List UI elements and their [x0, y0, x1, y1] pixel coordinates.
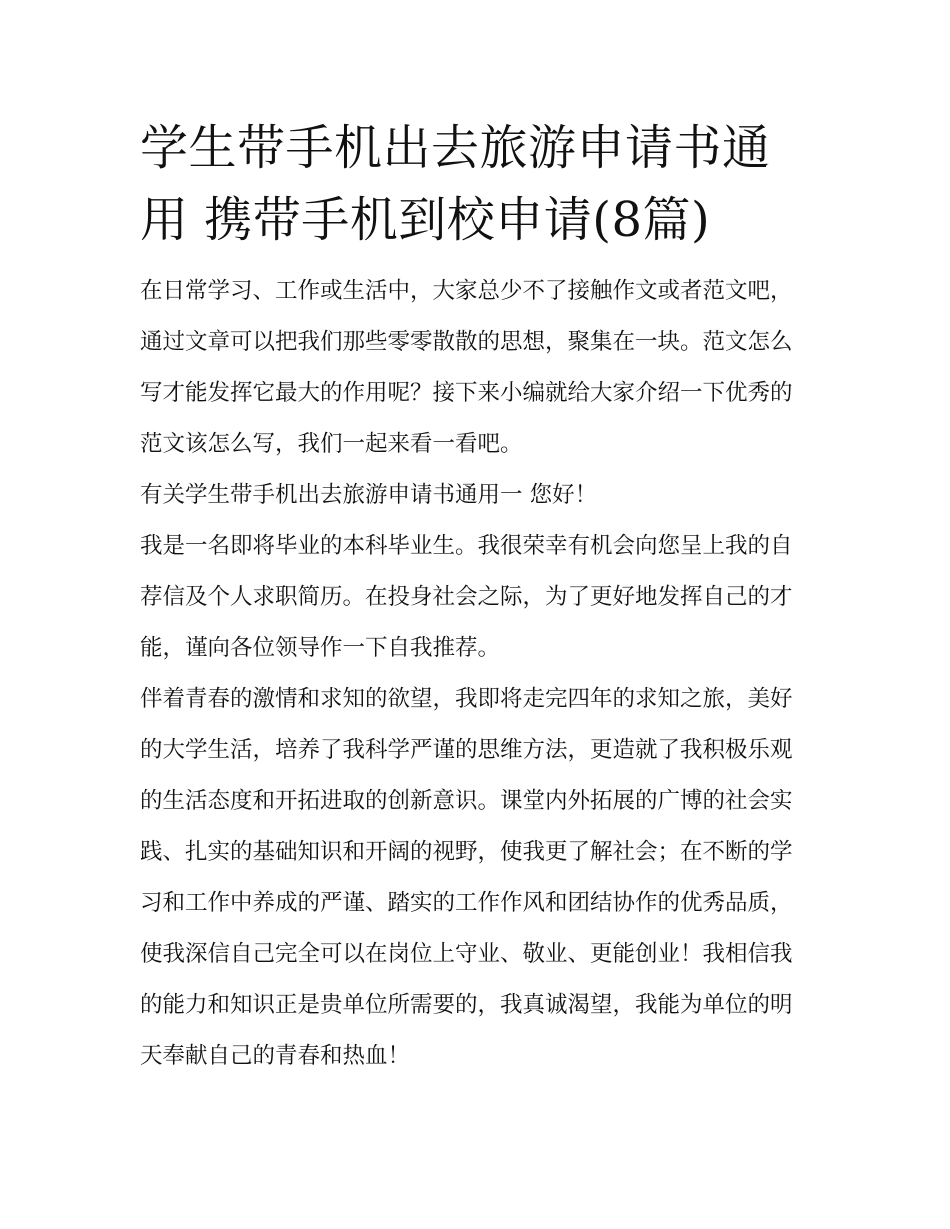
paragraph-intro: 在日常学习、工作或生活中，大家总少不了接触作文或者范文吧，通过文章可以把我们那些零零散散的思想，聚集在一块。范文怎么写才能发挥它最大的作用呢？接下来小编就给大家介绍一下优秀的范文该怎么写，我们一起来看一看吧。: [140, 278, 793, 457]
paragraph-greeting: 有关学生带手机出去旅游申请书通用一 您好！: [140, 482, 598, 508]
document-page: [140, 112, 812, 1082]
paragraph-experience: 伴着青春的激情和求知的欲望，我即将走完四年的求知之旅，美好的大学生活，培养了我科学严谨的思维方法，更造就了我积极乐观的生活态度和开拓进取的创新意识。课堂内外拓展的广博的社会实践、扎实的基础知识和开阔的视野，使我更了解社会；在不断的学习和工作中养成的严谨、踏实的工作作风和团结协作的优秀品质，使我深信自己完全可以在岗位上守业、敬业、更能创业！我相信我的能力和知识正是贵单位所需要的，我真诚渴望，我能为单位的明天奉献自己的青春和热血！: [140, 686, 793, 1069]
paragraph-self-intro: 我是一名即将毕业的本科毕业生。我很荣幸有机会向您呈上我的自荐信及个人求职简历。在投身社会之际，为了更好地发挥自己的才能，谨向各位领导作一下自我推荐。: [140, 533, 793, 661]
document-body: [140, 266, 812, 1082]
document-title: 学生带手机出去旅游申请书通用 携带手机到校申请(8篇): [140, 120, 771, 248]
